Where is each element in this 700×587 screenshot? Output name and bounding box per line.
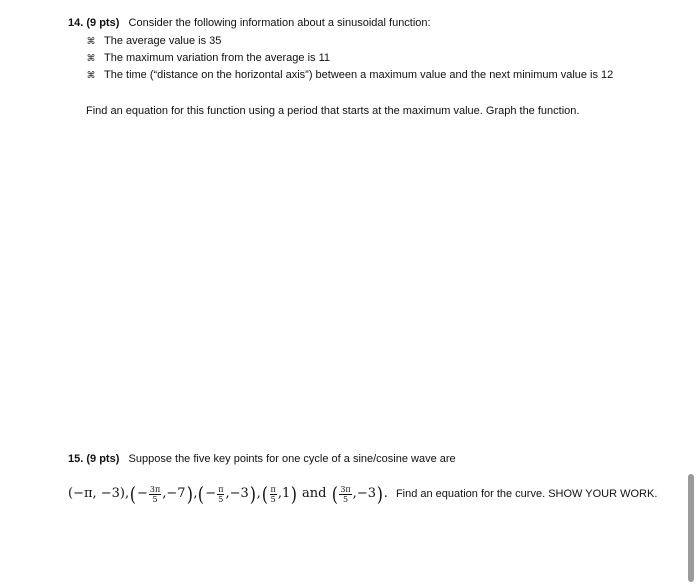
fraction: $\frac{\pi}{5}$ [218,484,224,504]
y-value: −3 [356,486,376,501]
key-points-line [68,481,657,507]
question-number: 14. [68,17,84,29]
x-box-bullet-icon: ⌘ [86,53,96,63]
key-point-2: ( − $\frac{3\pi}{5}$ , −7 ) , [129,482,198,506]
question-points: (9 pts) [86,453,120,465]
question-number: 15. [68,453,84,465]
fraction: $\frac{\pi}{5}$ [270,484,276,504]
bullet-text: The average value is 35 [104,35,222,47]
question-prompt: Consider the following information about a sinusoidal function: [128,17,431,29]
question-prompt: Suppose the five key points for one cycle of a sine/cosine wave are [128,453,456,465]
question-15-instruction: Find an equation for the curve. SHOW YOUR WORK. [395,488,658,500]
key-point-5: ( $\frac{3\pi}{5}$ , −3 ) . [331,482,388,506]
y-value: 1 [281,486,291,501]
key-points-math [68,484,388,504]
fraction: $\frac{3\pi}{5}$ [340,484,351,504]
bullet-item [86,34,221,48]
bullet-text: The maximum variation from the average is 11 [104,52,330,64]
y-value: −3 [229,486,249,501]
x-box-bullet-icon: ⌘ [86,70,96,80]
sign: − [136,486,148,501]
key-point-1: (−π, −3), [68,486,130,501]
bullet-item [86,68,613,82]
y-value: −7 [166,486,186,501]
key-point-4: ( $\frac{\pi}{5}$ , 1 ) [261,482,298,506]
question-14-header [68,16,431,30]
and-word: and [302,486,327,501]
bullet-item [86,51,330,65]
x-box-bullet-icon: ⌘ [86,36,96,46]
question-15-header [68,452,456,466]
question-14-instruction: Find an equation for this function using a period that starts at the maximum value. Graph the function. [86,105,580,117]
key-point-3: ( − $\frac{\pi}{5}$ , −3 ) , [198,482,261,506]
question-points: (9 pts) [86,17,120,29]
vertical-scrollbar[interactable] [688,474,694,582]
fraction: $\frac{3\pi}{5}$ [149,484,161,504]
bullet-text: The time (“distance on the horizontal axis”) between a maximum value and the next minimum value is 12 [104,69,614,81]
sign: − [205,486,217,501]
